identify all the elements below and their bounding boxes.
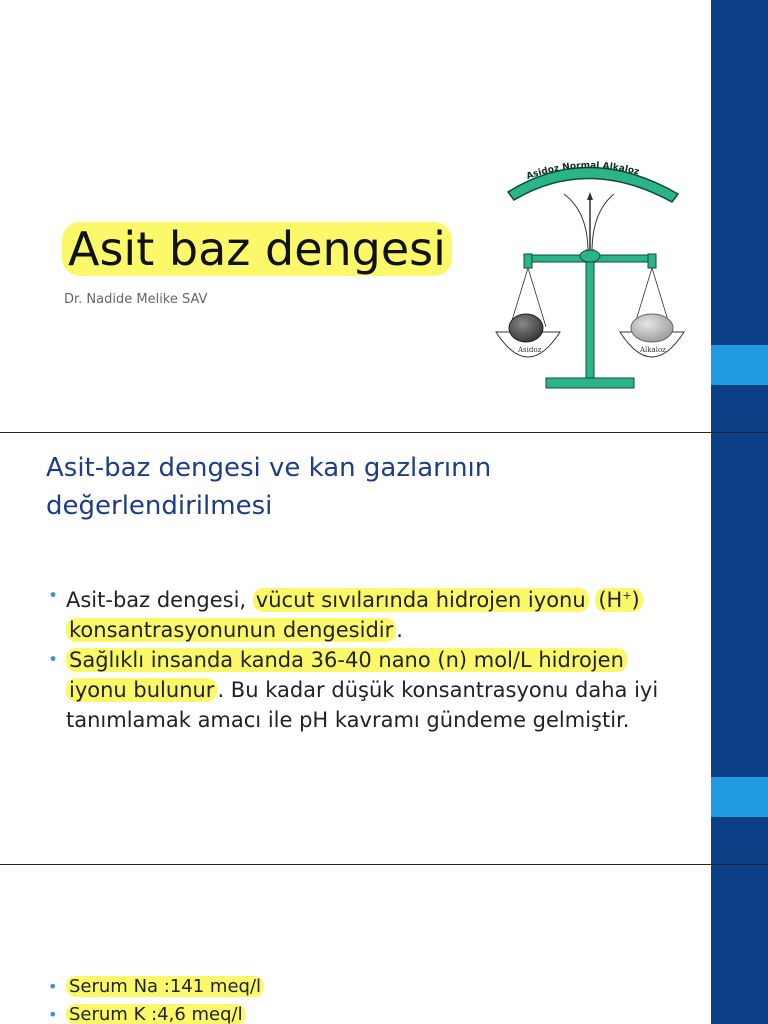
list-item — [46, 645, 676, 735]
title-slide — [0, 0, 768, 432]
bullet-list — [46, 581, 676, 735]
list-item — [46, 1001, 646, 1024]
lab-values-list — [46, 973, 646, 1024]
sidebar-accent — [711, 777, 768, 817]
list-item — [46, 581, 676, 645]
balance-scale-icon — [488, 122, 693, 402]
highlighted-text-part: ) konsantrasyonunun dengesidir — [69, 588, 640, 642]
highlighted-text-part: (H — [598, 588, 623, 612]
bullet-text: Asit-baz dengesi, — [66, 588, 253, 612]
heading-line-2: değerlendirilmesi — [46, 491, 273, 521]
bullet-icon: • — [48, 586, 59, 606]
highlighted-text: vücut sıvılarında hidrojen iyonu — [253, 588, 589, 612]
bullet-icon: • — [48, 650, 59, 670]
lab-values-slide — [0, 865, 768, 1024]
left-pan-label: Asidoz — [518, 346, 542, 354]
arc-label: Asidoz Normal Alkaloz — [525, 160, 641, 183]
slide-title — [62, 222, 452, 276]
bullet-text: . Bu kadar düşük konsantrasyonu daha iyi tanımlamak amacı ile pH kavramı gündeme gelmiştir. — [66, 678, 659, 732]
highlighted-text: Serum Na :141 meq/l — [66, 976, 264, 997]
slide-heading — [46, 449, 646, 525]
sidebar-accent — [711, 345, 768, 385]
slide-sidebar — [711, 433, 768, 864]
content-slide — [0, 433, 768, 864]
bullet-icon: • — [48, 977, 58, 996]
superscript: + — [622, 589, 632, 602]
highlighted-text: Sağlıklı insanda kanda 36-40 nano (n) mol/L hidrojen iyonu bulunur — [66, 648, 627, 702]
heading-line-1: Asit-baz dengesi ve kan gazlarının — [46, 453, 492, 483]
list-item — [46, 973, 646, 1001]
balance-scale-image — [488, 122, 693, 402]
slide-sidebar — [711, 865, 768, 1024]
bullet-icon: • — [48, 1005, 58, 1024]
title-highlight: Asit baz dengesi — [62, 222, 452, 276]
bullet-text: . — [396, 618, 403, 642]
author-name: Dr. Nadide Melike SAV — [64, 292, 208, 307]
highlighted-text: Serum K :4,6 meq/l — [66, 1004, 246, 1024]
right-pan-label: Alkaloz — [640, 346, 666, 354]
slide-sidebar — [711, 0, 768, 432]
